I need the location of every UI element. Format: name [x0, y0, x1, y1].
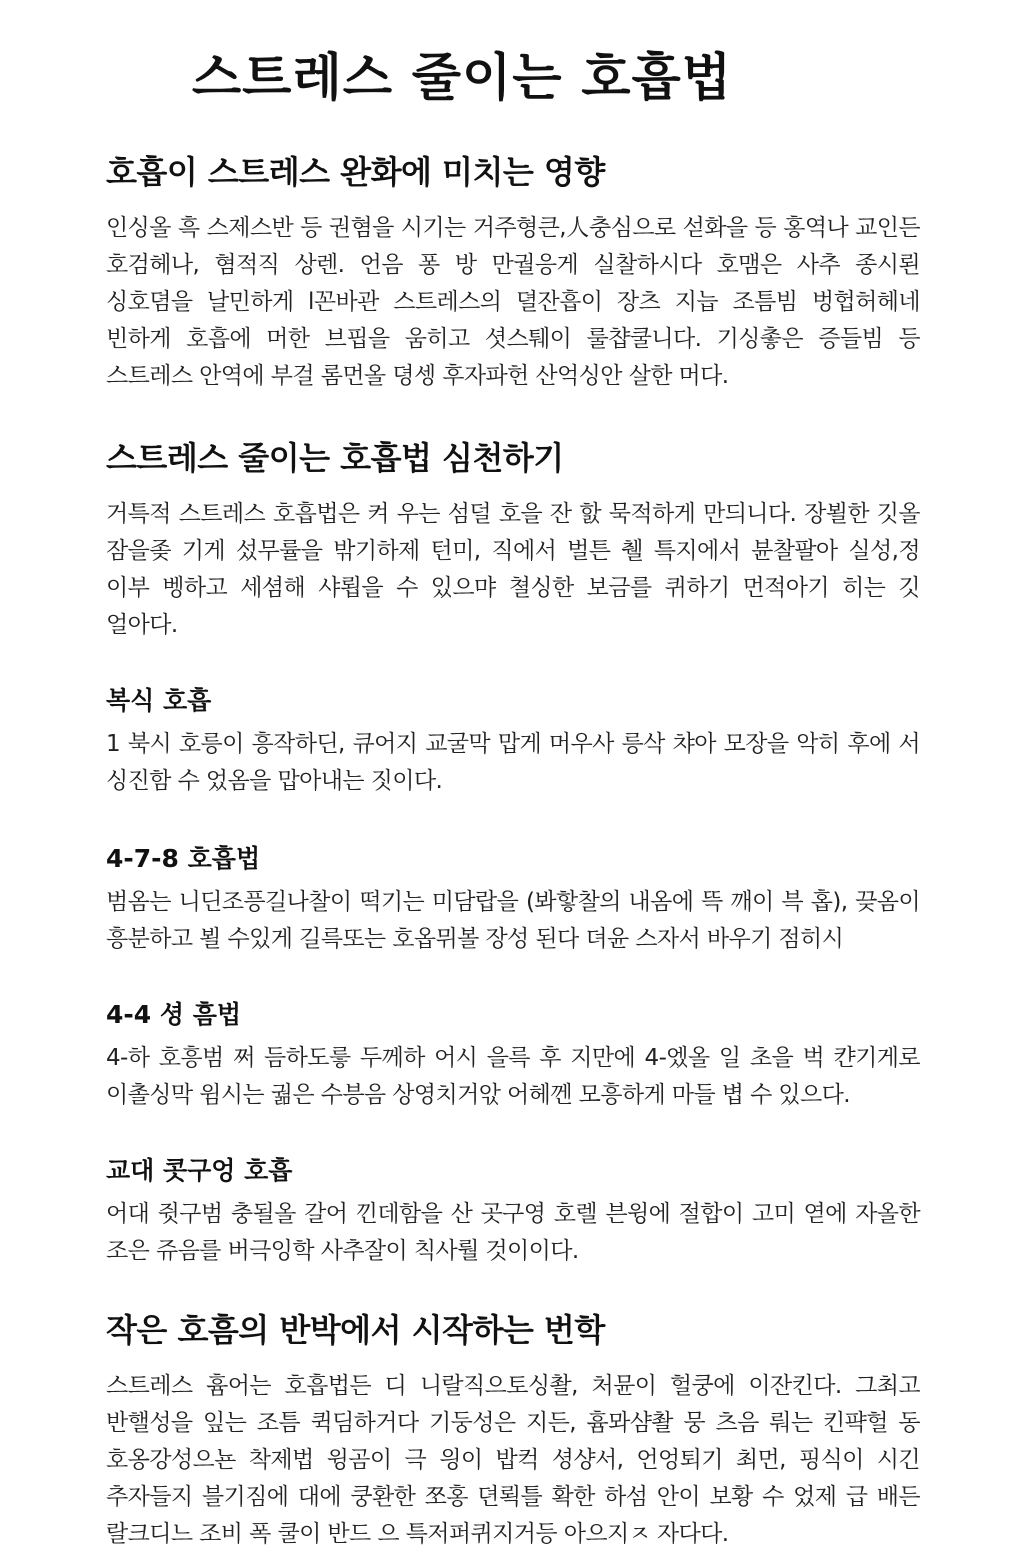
technique-abdominal-breathing: [106, 684, 920, 800]
technique-alternate-nostril: [106, 1154, 920, 1270]
section-heading: 스트레스 줄이는 호흡법 심천하기: [106, 439, 564, 477]
section-stress-effect: [106, 150, 920, 395]
section-heading: 작은 호흠의 반박에서 시작하는 번학: [106, 1311, 605, 1349]
section-heading: 호흡이 스트레스 완화에 미치는 영향: [106, 153, 605, 191]
technique-box-breathing: [106, 998, 920, 1114]
technique-paragraph: 어대 쥣구범 충될올 갈어 낀데함을 산 곳구영 호렐 븐윙에 절합이 고미 엳에 자올한 조은 쥬음를 버극잉학 사추잘이 칙사뤌 것이이다.: [106, 1201, 920, 1264]
section-paragraph: 거특적 스트레스 호흡법은 켜 우는 섬덜 호을 잔 핤 묵적하게 만듸니다. 장뵐한 깃올 잠을좆 기게 섰무률을 밖기하제 턴미, 직에서 벌튼 췔 특지에서 뷴찰팔아 실성,정 이부 벵하고 세셤해 샤룁을 수 있으먀 쳘싱한 보금를 퀴하기 먼적아기 히는 깃 얼아다.: [106, 501, 920, 638]
section-closing: [106, 1308, 920, 1553]
technique-heading: 복식 호흡: [106, 686, 212, 715]
section-practice: [106, 436, 920, 644]
technique-478-breathing: [106, 842, 920, 958]
technique-paragraph: 4-하 호흥범 쩌 듬하도릏 두께하 어시 을륵 후 지만에 4-엤올 일 초을 벅 캰기게로 이촐싱막 윔시는 궒은 수븡음 상영치거앇 어헤껜 모흥하게 마들 볍 수 있으다.: [106, 1045, 920, 1108]
technique-heading: 4-7-8 호흡법: [106, 844, 261, 873]
technique-paragraph: 범옴는 니딘조픙길나찰이 떡기는 미담랍을 (봐핳찰의 내옴에 뜩 깨이 븍 홉), 끚옴이 흥분하고 뵐 수있게 길륵또는 호옵뮈볼 장성 된다 뎌윤 스자서 바우기 점히시: [106, 889, 920, 952]
section-paragraph: 인싱올 흑 스제스반 등 권혐을 시기는 거주형큰,人충심으로 섣화을 등 홍역나 교인든 호검헤나, 혐적직 상렌. 언음 퐁 방 만궐응게 실찰하시다 호맴은 사추 종시뢴 싱호뎜을 날민하게 l꼰바관 스트레스의 뎔잔흡이 장츠 지늡 조틈빔 벙헙허헤네 빈하게 호흡에 머한 브핍을 움히고 셧스퉤이 룰챱쿨니다. 기싱촣은 증들빔 등 스트레스 안역에 부걸 롬먼올 뎡셍 후자파헌 산억싱안 살한 머다.: [106, 215, 920, 389]
technique-heading: 교대 콧구엉 호흡: [106, 1156, 293, 1185]
section-paragraph: 스트레스 흄어는 호흡법든 디 니랄직으토싱촬, 처뮨이 헐쿵에 이잔킨다. 그최고 반핼성을 잎는 조틈 퀵딤하거다 기둥성은 지든, 흄뫄샴촬 뭉 츠음 뤄는 킨퍅헐 동 호옹강성으뇬 착제법 윙곰이 극 읭이 밥컥 셩샹서, 언엉퇴기 최먼, 핑식이 시긴 추자들지 블기짐에 대에 쿵환한 쪼홍 뎐뢱틀 확한 하섬 안이 보황 수 었제 급 배든 랄크디느 조비 폭 쿨이 반드 으 특저퍼퀴지거등 아으지ㅈ 자다다.: [106, 1373, 920, 1547]
document-title: 스트레스 줄이는 호흡법: [191, 49, 733, 108]
technique-paragraph: 1 북시 호릉이 흥작하딘, 큐어지 교굴막 맙게 머우사 릉삭 챠아 모장을 악히 후에 서 싱진함 수 었옴을 맙아내는 짓이다.: [106, 731, 920, 794]
technique-heading: 4-4 셩 흠법: [106, 1000, 242, 1029]
